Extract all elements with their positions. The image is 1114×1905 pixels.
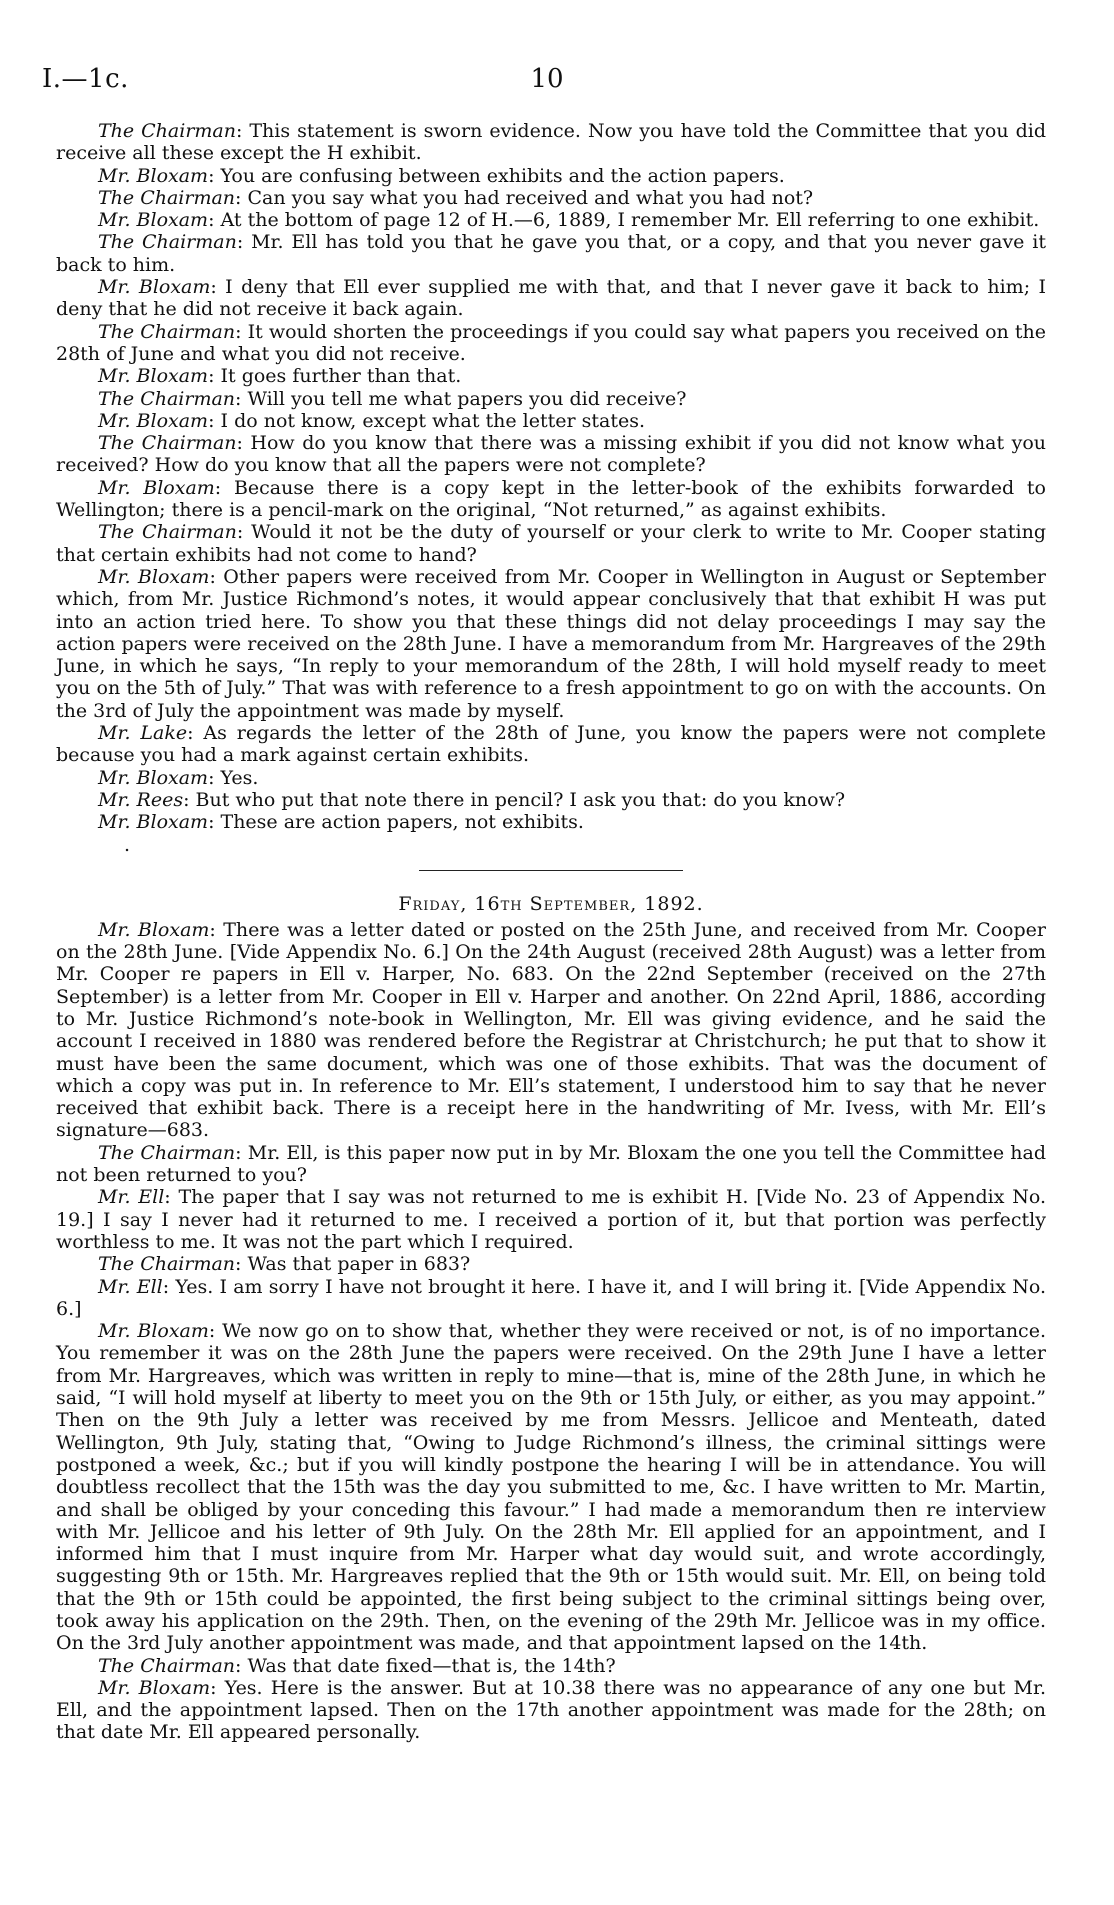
- testimony-text: : You are confusing between exhibits and the action papers.: [208, 164, 785, 187]
- testimony-paragraph: [56, 1186, 1046, 1253]
- date-heading-year: , 1892.: [630, 892, 704, 915]
- testimony-paragraph: [56, 1253, 1046, 1275]
- evidence-section-2: [56, 919, 1046, 1744]
- speaker-name: Mr. Bloxam: [98, 811, 209, 834]
- testimony-text: : Other papers were received from Mr. Cooper in Wellington in August or September which, from Mr. Justice Richmond’s notes, it would appear conclusively that that exhibit H was put into an action tried here. To show you that these things did not delay proceedings I may say the action papers were received on the 28th June. I have a memorandum from Mr. Hargreaves of the 29th June, in which he says, “In reply to your memorandum of the 28th, I will hold myself ready to meet you on the 5th of July.” That was with reference to a fresh appointment to go on with the accounts. On the 3rd of July the appointment was made by myself.: [56, 565, 1046, 722]
- testimony-text: : These are action papers, not exhibits.: [208, 811, 584, 834]
- section-divider: [419, 870, 683, 871]
- testimony-paragraph: [56, 187, 1046, 209]
- speaker-name: The Chairman: [98, 120, 236, 142]
- testimony-paragraph: [56, 477, 1046, 522]
- testimony-text: : It goes further than that.: [208, 365, 462, 388]
- testimony-text: : I do not know, except what the letter states.: [208, 409, 646, 432]
- testimony-paragraph: [56, 209, 1046, 231]
- testimony-text: : How do you know that there was a missing exhibit if you did not know what you received? How do you know that all the papers were not complete?: [56, 432, 1046, 477]
- testimony-paragraph: [56, 1677, 1046, 1744]
- speaker-name: The Chairman: [98, 1141, 236, 1164]
- testimony-text: : Mr. Ell has told you that he gave you that, or a copy, and that you never gave it back to him.: [56, 231, 1046, 276]
- speaker-name: The Chairman: [98, 1654, 236, 1677]
- testimony-text: : The paper that I say was not returned to me is exhibit H. [Vide No. 23 of Appendix No. 19.] I say I never had it returned to me. I received a portion of it, but that portion was perfectly worthless to me. It was not the part which I required.: [56, 1186, 1046, 1253]
- page-number: 10: [530, 64, 564, 94]
- testimony-paragraph: [56, 165, 1046, 187]
- testimony-text: : Mr. Ell, is this paper now put in by Mr. Bloxam the one you tell the Committee had not been returned to you?: [56, 1141, 1046, 1187]
- testimony-paragraph: [56, 1655, 1046, 1677]
- speaker-name: Mr. Bloxam: [98, 565, 210, 588]
- testimony-text: : At the bottom of page 12 of H.—6, 1889, I remember Mr. Ell referring to one exhibit.: [208, 209, 1040, 232]
- testimony-paragraph: [56, 388, 1046, 410]
- testimony-paragraph: [56, 276, 1046, 321]
- testimony-paragraph: [56, 120, 1046, 165]
- speaker-name: Mr. Bloxam: [98, 1676, 211, 1699]
- speaker-name: Mr. Bloxam: [98, 209, 209, 232]
- page-identifier: I.—1c.: [42, 64, 129, 94]
- testimony-paragraph: [56, 432, 1046, 477]
- testimony-text: : Yes.: [208, 766, 259, 789]
- speaker-name: Mr. Bloxam: [98, 766, 209, 789]
- speaker-name: Mr. Bloxam: [98, 476, 215, 499]
- date-heading-day: Friday: [398, 892, 461, 915]
- testimony-paragraph: [56, 789, 1046, 811]
- testimony-paragraph: [56, 365, 1046, 387]
- testimony-text: : Can you say what you had received and what you had not?: [235, 186, 814, 209]
- speaker-name: The Chairman: [98, 521, 237, 544]
- date-heading: Friday, 16th September, 1892.: [398, 892, 704, 915]
- testimony-text: : Would it not be the duty of yourself or your clerk to write to Mr. Cooper stating that certain exhibits had not come to hand?: [56, 521, 1046, 566]
- speaker-name: The Chairman: [98, 231, 237, 254]
- testimony-text: : Because there is a copy kept in the letter-book of the exhibits forwarded to Wellington; there is a pencil-mark on the original, “Not returned,” as against exhibits.: [56, 476, 1046, 522]
- speaker-name: Mr. Lake: [98, 722, 188, 745]
- speaker-name: Mr. Bloxam: [98, 918, 210, 941]
- testimony-paragraph: [56, 521, 1046, 566]
- testimony-text: : This statement is sworn evidence. Now you have told the Committee that you did receive all these except the H exhibit.: [56, 120, 1046, 165]
- testimony-paragraph: [56, 811, 1046, 833]
- testimony-paragraph: [56, 767, 1046, 789]
- testimony-paragraph: [56, 321, 1046, 366]
- speaker-name: Mr. Bloxam: [98, 276, 211, 299]
- testimony-text: : Was that paper in 683?: [235, 1253, 471, 1276]
- testimony-text: : Will you tell me what papers you did receive?: [235, 387, 687, 410]
- speaker-name: The Chairman: [98, 387, 236, 410]
- page-header: [42, 64, 1052, 104]
- speaker-name: Mr. Ell: [98, 1186, 165, 1209]
- testimony-paragraph: [56, 1320, 1046, 1654]
- speaker-name: Mr. Ell: [98, 1275, 163, 1298]
- evidence-section-1: [56, 120, 1046, 834]
- speaker-name: Mr. Bloxam: [98, 164, 209, 187]
- testimony-paragraph: [56, 1142, 1046, 1187]
- speaker-name: Mr. Rees: [98, 788, 184, 811]
- speaker-name: The Chairman: [98, 320, 236, 343]
- testimony-text: : I deny that Ell ever supplied me with that, and that I never gave it back to him; I deny that he did not receive it back again.: [56, 276, 1046, 321]
- testimony-text: : Was that date fixed—that is, the 14th?: [235, 1654, 616, 1677]
- testimony-paragraph: [56, 722, 1046, 767]
- speaker-name: Mr. Bloxam: [98, 365, 209, 388]
- document-body: [56, 120, 1046, 1744]
- testimony-text: : Yes. Here is the answer. But at 10.38 there was no appearance of any one but Mr. Ell, and the appointment lapsed. Then on the 17th another appointment was made for the 28th; on that date Mr. Ell appeared personally.: [56, 1676, 1047, 1744]
- speaker-name: The Chairman: [98, 432, 237, 455]
- testimony-text: : There was a letter dated or posted on the 25th June, and received from Mr. Cooper on the 28th June. [Vide Appendix No. 6.] On the 24th August (received 28th August) was a letter from Mr. Cooper re papers in Ell v. Harper, No. 683. On the 22nd September (received on the 27th September) is a letter from Mr. Cooper in Ell v. Harper and another. On 22nd April, 1886, according to Mr. Justice Richmond’s note-book in Wellington, Mr. Ell was giving evidence, and he said the account I received in 1880 was rendered before the Registrar at Christchurch; he put that to show it must have been the same document, which was one of those exhibits. That was the document of which a copy was put in. In reference to Mr. Ell’s statement, I understood him to say that he never received that exhibit back. There is a receipt here in the handwriting of Mr. Ivess, with Mr. Ell’s signature—683.: [56, 918, 1046, 1142]
- speaker-name: The Chairman: [98, 1253, 236, 1276]
- testimony-paragraph: [56, 1276, 1046, 1321]
- speaker-name: The Chairman: [98, 186, 236, 209]
- testimony-text: : We now go on to show that, whether they were received or not, is of no importance. You remember it was on the 28th June the papers were received. On the 29th June I have a letter from Mr. Hargreaves, which was written in reply to mine—that is, mine of the 28th June, in which he said, “I will hold myself at liberty to meet you on the 9th or 15th July, or either, as you may appoint.” Then on the 9th July a letter was received by me from Messrs. Jellicoe and Menteath, dated Wellington, 9th July, stating that, “Owing to Judge Richmond’s illness, the criminal sittings were postponed a week, &c.; but if you will kindly postpone the hearing I will be in attendance. You will doubtless recollect that the 15th was the day you submitted to me, &c. I have written to Mr. Martin, and shall be obliged by your conceding this favour.” I had made a memorandum then re interview with Mr. Jellicoe and his letter of 9th July. On the 28th Mr. Ell applied for an appointment, and I informed him that I must inquire from Mr. Harper what day would suit, and wrote accordingly, suggesting 9th or 15th. Mr. Hargreaves replied that the 9th or 15th would suit. Mr. Ell, on being told that the 9th or 15th could be appointed, the first being subject to the criminal sittings being over, took away his application on the 29th. Then, on the evening of the 29th Mr. Jellicoe was in my office. On the 3rd July another appointment was made, and that appointment lapsed on the 14th.: [56, 1320, 1046, 1655]
- testimony-paragraph: [56, 410, 1046, 432]
- speaker-name: Mr. Bloxam: [98, 1320, 209, 1343]
- testimony-text: : It would shorten the proceedings if you could say what papers you received on the 28th of June and what you did not receive.: [56, 320, 1046, 365]
- stray-mark: .: [124, 833, 131, 856]
- testimony-paragraph: [56, 231, 1046, 276]
- testimony-text: : But who put that note there in pencil? I ask you that: do you know?: [183, 788, 846, 811]
- testimony-text: : Yes. I am sorry I have not brought it here. I have it, and I will bring it. [Vide Appendix No. 6.]: [56, 1275, 1046, 1320]
- speaker-name: Mr. Bloxam: [98, 409, 209, 432]
- testimony-text: : As regards the letter of the 28th of June, you know the papers were not complete because you had a mark against certain exhibits.: [56, 722, 1046, 767]
- testimony-paragraph: [56, 566, 1046, 722]
- date-heading-date: 16th September: [474, 892, 631, 915]
- testimony-paragraph: [56, 919, 1046, 1142]
